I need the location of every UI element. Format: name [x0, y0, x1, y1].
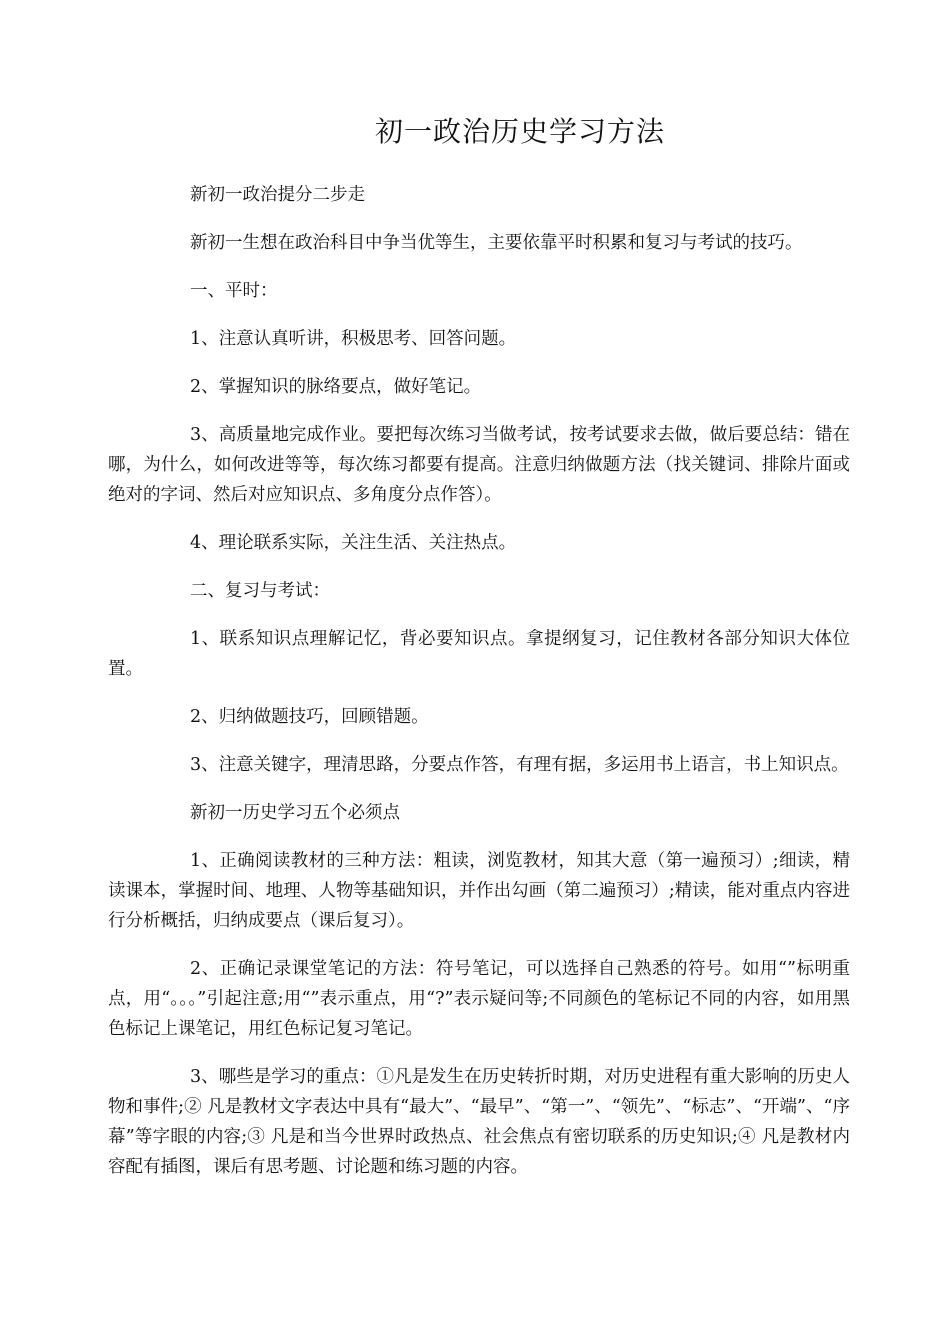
list-item: 3、高质量地完成作业。要把每次练习当做考试，按考试要求去做，做后要总结：错在哪，为什么，如何改进等等，每次练习都要有提高。注意归纳做题方法（找关键词、排除片面或绝对的字词、然后对应知识点、多角度分点作答）。: [108, 425, 850, 505]
list-item: 1、联系知识点理解记忆，背必要知识点。拿提纲复习，记住教材各部分知识大体位置。: [108, 629, 850, 679]
section-heading-history: 新初一历史学习五个必须点: [190, 803, 400, 823]
page-title: 初一政治历史学习方法: [374, 115, 665, 148]
list-item: 4、理论联系实际，关注生活、关注热点。: [190, 533, 517, 553]
section-heading-politics: 新初一政治提分二步走: [190, 185, 365, 205]
list-item: 3、注意关键字，理清思路，分要点作答，有理有据，多运用书上语言，书上知识点。: [190, 755, 849, 775]
list-item: 2、正确记录课堂笔记的方法：符号笔记，可以选择自己熟悉的符号。如用“”标明重点，用“。。。”引起注意;用“”表示重点，用“?”表示疑问等;不同颜色的笔标记不同的内容，如用黑色标记上课笔记，用红色标记复习笔记。: [108, 959, 850, 1039]
list-item: 2、归纳做题技巧，回顾错题。: [190, 707, 429, 727]
list-item: 2、掌握知识的脉络要点，做好笔记。: [190, 377, 482, 397]
list-item: 3、哪些是学习的重点：①凡是发生在历史转折时期，对历史进程有重大影响的历史人物和事件;② 凡是教材文字表达中具有“最大”、“最早”、“第一”、“领先”、“标志”、“开端”、“序幕”等字眼的内容;③ 凡是和当今世界时政热点、社会焦点有密切联系的历史知识;④ 凡是教材内容配有插图，课后有思考题、讨论题和练习题的内容。: [108, 1067, 850, 1177]
subheading: 一、平时：: [190, 281, 278, 301]
list-item: 1、注意认真听讲，积极思考、回答问题。: [190, 329, 517, 349]
subheading: 二、复习与考试：: [190, 581, 330, 601]
document-body: [108, 180, 850, 1200]
paragraph: 新初一生想在政治科目中争当优等生，主要依靠平时积累和复习与考试的技巧。: [190, 233, 803, 253]
list-item: 1、正确阅读教材的三种方法：粗读，浏览教材，知其大意（第一遍预习）;细读，精读课本，掌握时间、地理、人物等基础知识，并作出勾画（第二遍预习）;精读，能对重点内容进行分析概括，归纳成要点（课后复习）。: [108, 851, 850, 931]
